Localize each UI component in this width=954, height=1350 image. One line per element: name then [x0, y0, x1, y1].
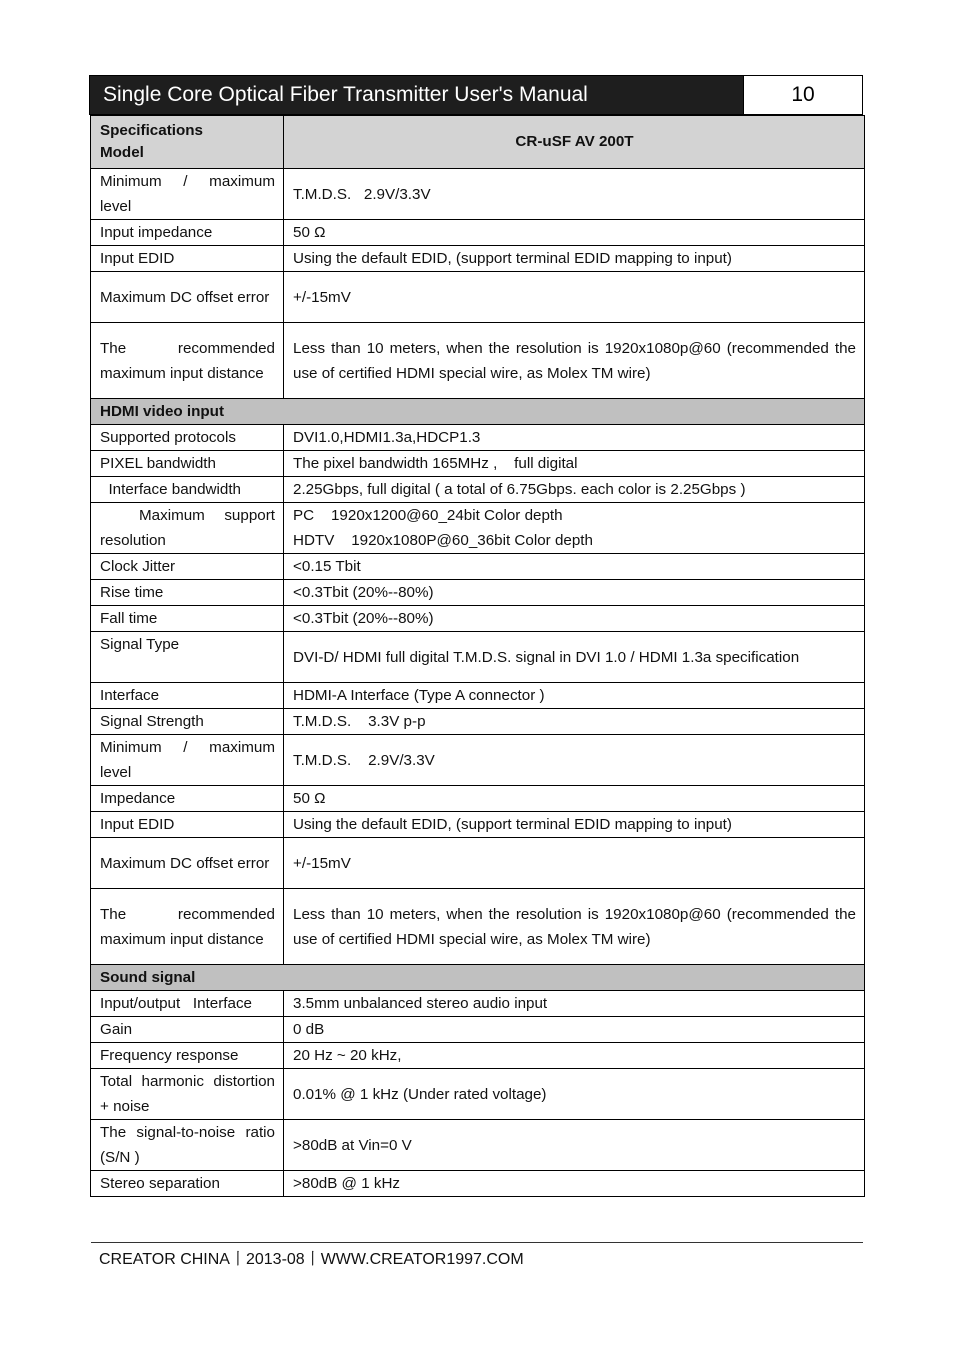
spec-label: Maximum DC offset error [91, 272, 284, 323]
spec-value: HDMI-A Interface (Type A connector ) [284, 683, 865, 709]
spec-value-line: PC 1920x1200@60_24bit Color depth [293, 507, 563, 524]
spec-value: <0.3Tbit (20%--80%) [284, 606, 865, 632]
spec-value: T.M.D.S. 2.9V/3.3V [284, 169, 865, 220]
table-row [91, 683, 865, 709]
table-row [91, 220, 865, 246]
table-row [91, 606, 865, 632]
table-row [91, 838, 865, 889]
header-label-specifications: Specifications [100, 122, 203, 139]
spec-value: Using the default EDID, (support terminal EDID mapping to input) [284, 246, 865, 272]
spec-label: Minimum / maximum level [91, 169, 284, 220]
spec-label: Maximum DC offset error [91, 838, 284, 889]
spec-value: 50 Ω [284, 220, 865, 246]
table-row [91, 580, 865, 606]
table-row [91, 735, 865, 786]
spec-label: Supported protocols [91, 425, 284, 451]
table-row [91, 1069, 865, 1120]
page-header [89, 75, 863, 115]
table-row [91, 451, 865, 477]
section-title-sound: Sound signal [91, 965, 865, 991]
section-header-row [91, 965, 865, 991]
table-row [91, 812, 865, 838]
spec-value: 0.01% @ 1 kHz (Under rated voltage) [284, 1069, 865, 1120]
spec-value: +/-15mV [284, 838, 865, 889]
spec-value: +/-15mV [284, 272, 865, 323]
spec-label: The recommended maximum input distance [91, 889, 284, 965]
header-label-cell [91, 116, 284, 169]
spec-label: Gain [91, 1017, 284, 1043]
footer-text: CREATOR CHINA丨2013-08丨WWW.CREATOR1997.COM [99, 1251, 524, 1268]
document-title: Single Core Optical Fiber Transmitter User's Manual [90, 76, 743, 114]
spec-value-cell [284, 503, 865, 554]
spec-label: Signal Type [91, 632, 284, 683]
spec-label: The recommended maximum input distance [91, 323, 284, 399]
table-row [91, 503, 865, 554]
section-title-hdmi: HDMI video input [91, 399, 865, 425]
page-number: 10 [743, 76, 862, 114]
spec-label: Interface [91, 683, 284, 709]
table-row [91, 786, 865, 812]
table-row [91, 477, 865, 503]
spec-value: 0 dB [284, 1017, 865, 1043]
model-name: CR-uSF AV 200T [284, 116, 865, 169]
table-row [91, 1043, 865, 1069]
spec-label: Input/output Interface [91, 991, 284, 1017]
table-row [91, 991, 865, 1017]
spec-value: 3.5mm unbalanced stereo audio input [284, 991, 865, 1017]
spec-value: Using the default EDID, (support terminal EDID mapping to input) [284, 812, 865, 838]
spec-label: Maximum support resolution [91, 503, 284, 554]
spec-value: The pixel bandwidth 165MHz , full digital [284, 451, 865, 477]
table-row [91, 1120, 865, 1171]
spec-label: Stereo separation [91, 1171, 284, 1197]
spec-value: DVI1.0,HDMI1.3a,HDCP1.3 [284, 425, 865, 451]
table-row [91, 272, 865, 323]
spec-value: <0.15 Tbit [284, 554, 865, 580]
spec-value-line: HDTV 1920x1080P@60_36bit Color depth [293, 532, 593, 549]
table-row [91, 632, 865, 683]
table-row [91, 169, 865, 220]
table-row [91, 323, 865, 399]
spec-value: >80dB at Vin=0 V [284, 1120, 865, 1171]
spec-label: Frequency response [91, 1043, 284, 1069]
spec-value: <0.3Tbit (20%--80%) [284, 580, 865, 606]
table-row [91, 246, 865, 272]
spec-label: Minimum / maximum level [91, 735, 284, 786]
spec-value: T.M.D.S. 3.3V p-p [284, 709, 865, 735]
table-row [91, 1017, 865, 1043]
spec-label: The signal-to-noise ratio (S/N ) [91, 1120, 284, 1171]
spec-label: Impedance [91, 786, 284, 812]
spec-label: Input EDID [91, 812, 284, 838]
footer-divider [91, 1242, 863, 1243]
spec-label: Fall time [91, 606, 284, 632]
table-row [91, 425, 865, 451]
spec-value: 50 Ω [284, 786, 865, 812]
spec-label: Input EDID [91, 246, 284, 272]
header-label-model: Model [100, 144, 144, 161]
spec-value: Less than 10 meters, when the resolution is 1920x1080p@60 (recommended the use of certified HDMI special wire, as Molex TM wire) [284, 323, 865, 399]
table-row [91, 709, 865, 735]
spec-label: Total harmonic distortion + noise [91, 1069, 284, 1120]
section-header-row [91, 399, 865, 425]
table-row [91, 554, 865, 580]
spec-label: PIXEL bandwidth [91, 451, 284, 477]
table-row [91, 889, 865, 965]
spec-label: Clock Jitter [91, 554, 284, 580]
table-header-row [91, 116, 865, 169]
table-row [91, 1171, 865, 1197]
spec-value: Less than 10 meters, when the resolution is 1920x1080p@60 (recommended the use of certified HDMI special wire, as Molex TM wire) [284, 889, 865, 965]
spec-value: 20 Hz ~ 20 kHz, [284, 1043, 865, 1069]
spec-value: 2.25Gbps, full digital ( a total of 6.75Gbps. each color is 2.25Gbps ) [284, 477, 865, 503]
spec-label: Interface bandwidth [91, 477, 284, 503]
spec-value: DVI-D/ HDMI full digital T.M.D.S. signal in DVI 1.0 / HDMI 1.3a specification [284, 632, 865, 683]
spec-label: Signal Strength [91, 709, 284, 735]
spec-value: >80dB @ 1 kHz [284, 1171, 865, 1197]
spec-label: Input impedance [91, 220, 284, 246]
spec-value: T.M.D.S. 2.9V/3.3V [284, 735, 865, 786]
specifications-table [90, 115, 865, 1197]
spec-label: Rise time [91, 580, 284, 606]
